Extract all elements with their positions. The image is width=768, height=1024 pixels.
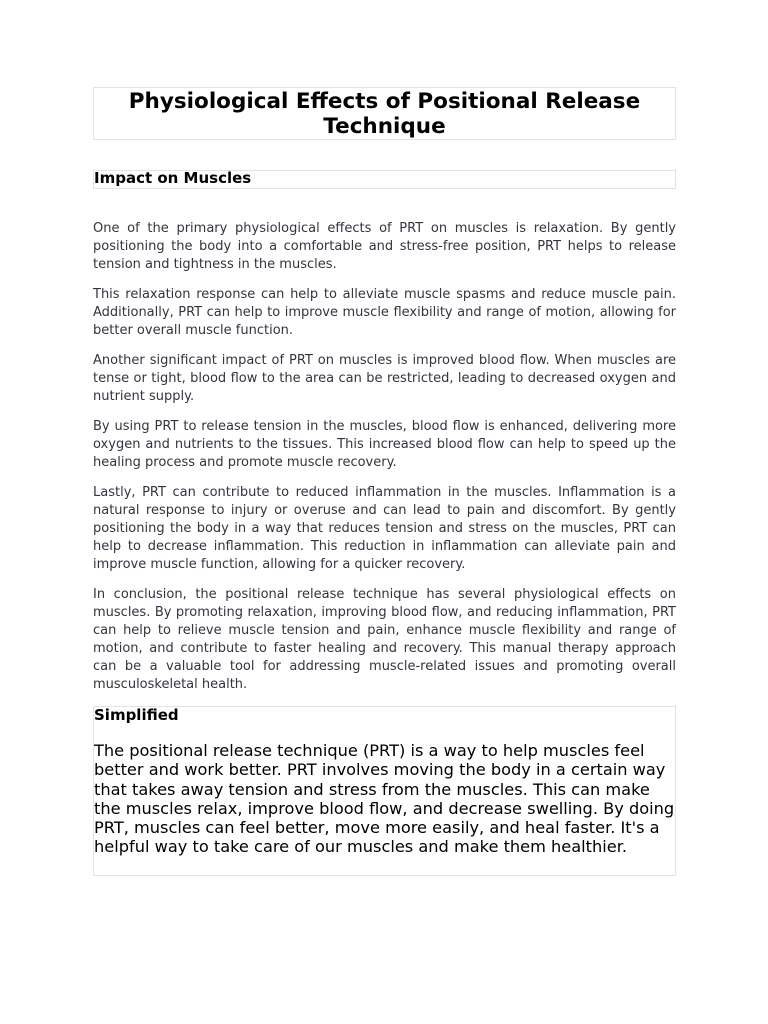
title-box <box>93 87 676 140</box>
paragraph-enhanced-blood-flow: By using PRT to release tension in the muscles, blood flow is enhanced, delivering more oxygen and nutrients to the tissues. This increased blood flow can help to speed up the healing process and promote muscle recovery. <box>93 419 676 470</box>
paragraph-muscle-spasms: This relaxation response can help to alleviate muscle spasms and reduce muscle pain. Additionally, PRT can help to improve muscle flexibility and range of motion, allowing for better overall muscle function. <box>93 287 676 338</box>
paragraph-inflammation: Lastly, PRT can contribute to reduced inflammation in the muscles. Inflammation is a natural response to injury or overuse and can lead to pain and discomfort. By gently positioning the body in a way that reduces tension and stress on the muscles, PRT can help to decrease inflammation. This reduction in inflammation can alleviate pain and improve muscle function, allowing for a quicker recovery. <box>93 485 676 572</box>
section-heading-box <box>93 170 676 189</box>
document-title: Physiological Effects of Positional Release Technique <box>128 89 641 139</box>
paragraph-blood-flow: Another significant impact of PRT on muscles is improved blood flow. When muscles are tense or tight, blood flow to the area can be restricted, leading to decreased oxygen and nutrient supply. <box>93 353 676 404</box>
paragraph-relaxation: One of the primary physiological effects of PRT on muscles is relaxation. By gently positioning the body into a comfortable and stress-free position, PRT helps to release tension and tightness in the muscles. <box>93 221 676 272</box>
paragraph-conclusion: In conclusion, the positional release technique has several physiological effects on muscles. By promoting relaxation, improving blood flow, and reducing inflammation, PRT can help to relieve muscle tension and pain, enhance muscle flexibility and range of motion, and contribute to faster healing and recovery. This manual therapy approach can be a valuable tool for addressing muscle-related issues and promoting overall musculoskeletal health. <box>93 587 676 692</box>
simplified-box <box>93 706 676 876</box>
simplified-heading: Simplified <box>94 706 179 724</box>
simplified-text: The positional release technique (PRT) is a way to help muscles feel better and work better. PRT involves moving the body in a certain way that takes away tension and stress from the muscles. This can make the muscles relax, improve blood flow, and decrease swelling. By doing PRT, muscles can feel better, move more easily, and heal faster. It's a helpful way to take care of our muscles and make them healthier. <box>94 741 675 857</box>
section-heading: Impact on Muscles <box>94 169 252 187</box>
body-text <box>93 220 676 694</box>
document-page <box>93 87 676 876</box>
